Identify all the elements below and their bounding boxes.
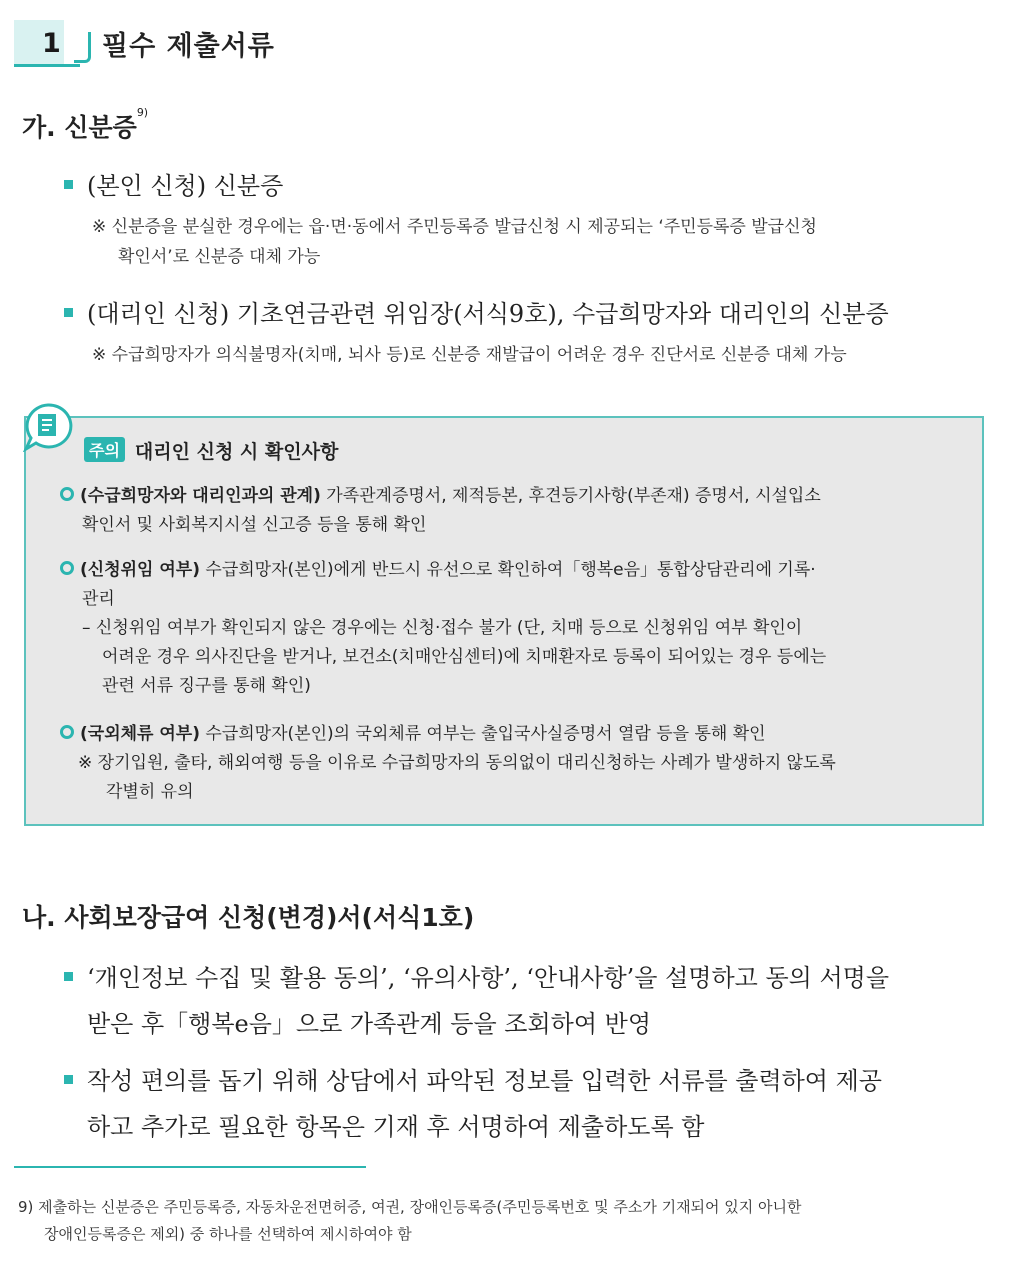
note-lost-id: ※ 신분증을 분실한 경우에는 읍·면·동에서 주민등록증 발급신청 시 제공되는 ‘주민등록증 발급신청 확인서’로 신분증 대체 가능 xyxy=(92,217,817,267)
section-number: 1 xyxy=(42,28,61,59)
square-bullet-icon xyxy=(64,308,73,317)
document-bubble-icon xyxy=(22,402,74,452)
bullet-proxy-apply: (대리인 신청) 기초연금관련 위임장(서식9호), 수급희망자와 대리인의 신분증 xyxy=(64,294,994,329)
bullet-consent: ‘개인정보 수집 및 활용 동의’, ‘유의사항’, ‘안내사항’을 설명하고 동의 서명을 받은 후「행복e음」으로 가족관계 등을 조회하여 반영 xyxy=(64,955,889,1047)
caution-item-abroad: (국외체류 여부) 수급희망자(본인)의 국외체류 여부는 출입국사실증명서 열람 등을 통해 확인 ※ 장기입원, 출타, 해외여행 등을 이유로 수급희망자의 동의없이 대리신청하는 사례가 발생하지 않도록 각별히 유의 xyxy=(60,720,836,807)
footnote-separator xyxy=(14,1166,366,1168)
footnote: 9) 제출하는 신분증은 주민등록증, 자동차운전면허증, 여권, 장애인등록증(주민등록번호 및 주소가 기재되어 있지 아니한 장애인등록증은 제외) 중 하나를 선택하여 제시하여야 함 xyxy=(18,1198,802,1243)
footnote-ref: 9) xyxy=(136,106,149,119)
bullet-prefill: 작성 편의를 돕기 위해 상담에서 파악된 정보를 입력한 서류를 출력하여 제공 하고 추가로 필요한 항목은 기재 후 서명하여 제출하도록 함 xyxy=(64,1058,882,1150)
caution-item-delegation: (신청위임 여부) 수급희망자(본인)에게 반드시 유선으로 확인하여「행복e음」통합상담관리에 기록· 관리 – 신청위임 여부가 확인되지 않은 경우에는 신청·접수 불가 (단, 치매 등으로 신청위임 여부 확인이 어려운 경우 의사진단을 받거나, 보건소(치매안심센터)에 치매환자로 등록이 되어있는 경우 등에는 관련 서류 징구를 통해 확인) xyxy=(60,556,826,701)
square-bullet-icon xyxy=(64,972,73,981)
section-number-badge xyxy=(14,14,80,67)
square-bullet-icon xyxy=(64,1075,73,1084)
ring-bullet-icon xyxy=(60,487,74,501)
caution-item-relationship: (수급희망자와 대리인과의 관계) 가족관계증명서, 제적등본, 후견등기사항(부존재) 증명서, 시설입소 확인서 및 사회복지시설 신고증 등을 통해 확인 xyxy=(60,482,821,540)
caution-tag: 주의 xyxy=(84,437,125,462)
caution-title: 주의 대리인 신청 시 확인사항 xyxy=(84,437,338,464)
note-diagnosis: ※ 수급희망자가 의식불명자(치매, 뇌사 등)로 신분증 재발급이 어려운 경우 진단서로 신분증 대체 가능 xyxy=(92,345,847,365)
ring-bullet-icon xyxy=(60,725,74,739)
ring-bullet-icon xyxy=(60,561,74,575)
bullet-self-apply: (본인 신청) 신분증 xyxy=(64,166,283,201)
square-bullet-icon xyxy=(64,180,73,189)
heading-application-form: 나. 사회보장급여 신청(변경)서(서식1호) xyxy=(22,903,475,932)
section-title: 필수 제출서류 xyxy=(102,31,275,62)
heading-id-card: 가. 신분증$^{9)}$ xyxy=(22,106,149,142)
